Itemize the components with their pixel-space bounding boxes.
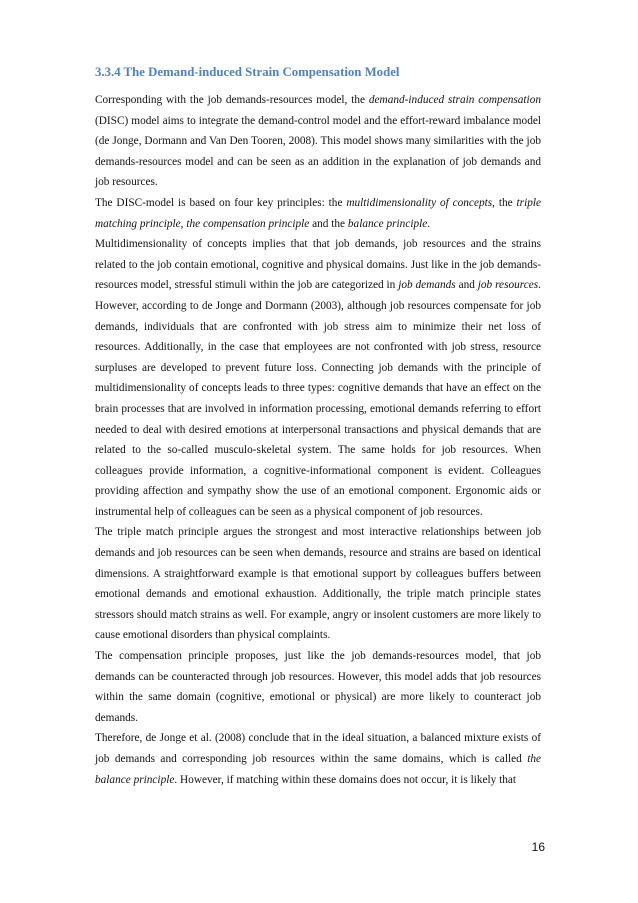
paragraph bbox=[95, 522, 541, 646]
text-run: , the bbox=[492, 196, 517, 209]
text-run: . bbox=[427, 217, 431, 230]
text-run: Multidimensionality of concepts implies that that job demands, job resources and the strains related to the job contain emotional, cognitive and physical domains. Just like in the job demands-resources model, stressful stimuli within the job are categorized in bbox=[95, 238, 541, 292]
italic-term: job demands bbox=[398, 279, 456, 292]
italic-term: job resources bbox=[477, 279, 539, 292]
italic-term: triple matching principle bbox=[95, 196, 542, 230]
page-number: 16 bbox=[531, 840, 545, 854]
paragraph bbox=[95, 90, 541, 193]
paragraph bbox=[95, 728, 541, 790]
text-run: The DISC-model is based on four key principles: the bbox=[95, 196, 347, 209]
text-run: , bbox=[180, 217, 187, 230]
text-run: and the bbox=[309, 217, 348, 230]
text-run: The triple match principle argues the strongest and most interactive relationships between job demands and job resources can be seen when demands, resource and strains are based on identical dimensions. A straightforward example is that emotional support by colleagues buffers between emotional demands and emotional exhaustion. Additionally, the triple match principle states stressors should match strains as well. For example, angry or insolent customers are more likely to cause emotional disorders than physical complaints. bbox=[95, 526, 541, 642]
paragraph bbox=[95, 646, 541, 728]
page-content bbox=[95, 62, 541, 790]
text-run: . However, if matching within these domains does not occur, it is likely that bbox=[174, 773, 517, 786]
text-run: (DISC) model aims to integrate the demand-control model and the effort-reward imbalance model (de Jonge, Dormann and Van Den Tooren, 2008). This model shows many similarities with the job demands-resources model and can be seen as an addition in the explanation of job demands and job resources. bbox=[95, 114, 541, 189]
text-run: . However, according to de Jonge and Dormann (2003), although job resources compensate for job demands, individuals that are confronted with job stress aim to minimize their net loss of resources. Additionally, in the case that employees are not confronted with job stress, resource surpluses are developed to prevent future loss. Connecting job demands with the principle of multidimensionality of concepts leads to three types: cognitive demands that have an effect on the brain processes that are involved in information processing, emotional demands referring to effort needed to deal with desired emotions at interpersonal transactions and physical demands that are related to the so-called musculo-skeletal system. The same holds for job resources. When colleagues provide information, a cognitive-informational component is evident. Colleagues providing affection and sympathy show the use of an emotional component. Ergonomic aids or instrumental help of colleagues can be seen as a physical component of job resources. bbox=[95, 279, 541, 518]
paragraph bbox=[95, 234, 541, 522]
text-run: Therefore, de Jonge et al. (2008) conclude that in the ideal situation, a balanced mixture exists of job demands and corresponding job resources within the same domains, which is called bbox=[95, 732, 541, 765]
body-text bbox=[95, 90, 541, 790]
paragraph bbox=[95, 193, 541, 234]
italic-term: balance principle bbox=[347, 217, 428, 230]
italic-term: the compensation principle bbox=[186, 217, 310, 230]
text-run: The compensation principle proposes, just like the job demands-resources model, that job demands can be counteracted through job resources. However, this model adds that job resources within the same domain (cognitive, emotional or physical) are more likely to counteract job demands. bbox=[95, 650, 541, 724]
italic-term: multidimensionality of concepts bbox=[346, 196, 493, 209]
text-run: Corresponding with the job demands-resources model, the bbox=[95, 94, 369, 106]
italic-term: demand-induced strain compensation bbox=[368, 94, 541, 106]
italic-term: the balance principle bbox=[95, 753, 541, 786]
section-heading: 3.3.4 The Demand-induced Strain Compensation Model bbox=[95, 65, 400, 79]
text-run: and bbox=[455, 279, 478, 292]
